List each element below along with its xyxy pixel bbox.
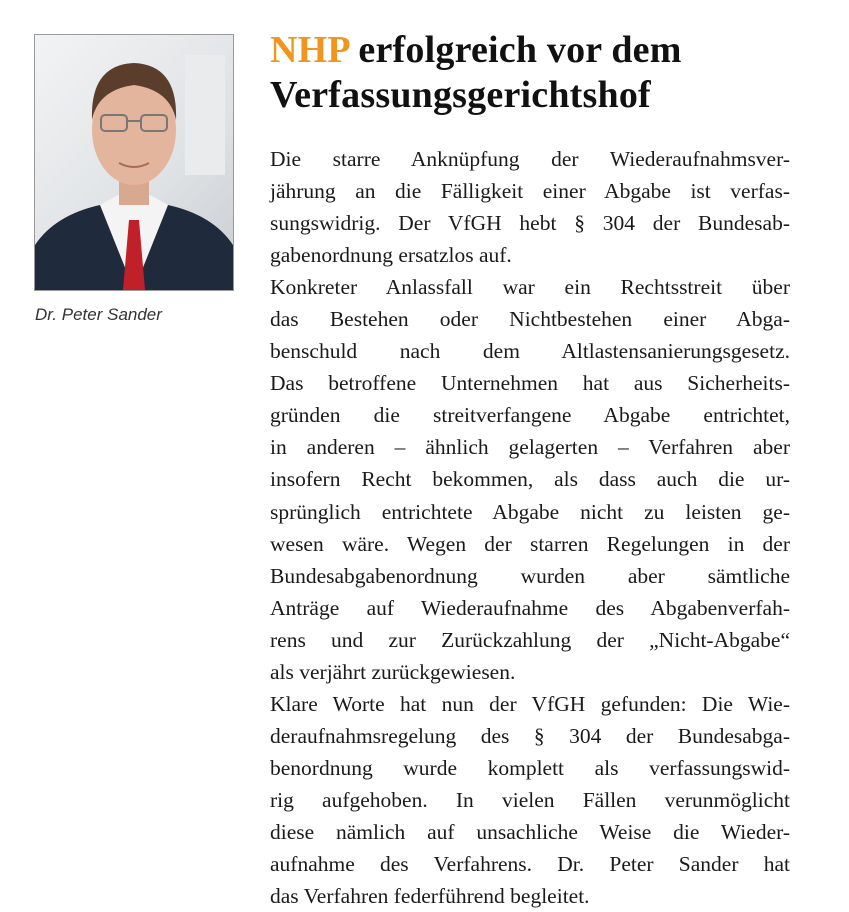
- body-line: das Bestehen oder Nichtbestehen einer Abga-: [270, 307, 790, 332]
- article-body: [270, 143, 790, 912]
- body-line: Bundesabgabenordnung wurden aber sämtliche: [270, 563, 790, 588]
- body-line: als verjährt zurückgewiesen.: [270, 659, 516, 684]
- body-line: gabenordnung ersatzlos auf.: [270, 243, 512, 268]
- article-title: [270, 28, 682, 118]
- title-brand: NHP: [270, 29, 349, 71]
- body-line: jährung an die Fälligkeit einer Abgabe ist verfas-: [270, 179, 790, 204]
- body-line: Das betroffene Unternehmen hat aus Sicherheits-: [270, 371, 790, 396]
- body-line: rens und zur Zurückzahlung der „Nicht-Abgabe“: [270, 627, 790, 652]
- body-line: insofern Recht bekommen, als dass auch die ur-: [270, 467, 790, 492]
- portrait-illustration: [35, 35, 233, 290]
- body-line: sungswidrig. Der VfGH hebt § 304 der Bundesab-: [270, 211, 790, 236]
- body-line: Die starre Anknüpfung der Wiederaufnahmsver-: [270, 147, 790, 171]
- body-line: rig aufgehoben. In vielen Fällen verunmöglicht: [270, 787, 790, 812]
- title-line2: Verfassungsgerichtshof: [270, 74, 651, 116]
- body-line: Klare Worte hat nun der VfGH gefunden: Die Wie-: [270, 691, 790, 716]
- body-line: gründen die streitverfangene Abgabe entrichtet,: [270, 403, 790, 428]
- title-line1: erfolgreich vor dem: [348, 29, 682, 71]
- portrait-photo: [34, 34, 234, 291]
- body-line: benschuld nach dem Altlastensanierungsgesetz.: [270, 339, 790, 364]
- photo-caption: Dr. Peter Sander: [35, 305, 162, 324]
- body-line: in anderen – ähnlich gelagerten – Verfahren aber: [270, 435, 790, 460]
- body-line: diese nämlich auf unsachliche Weise die Wieder-: [270, 819, 790, 844]
- body-line: benordnung wurde komplett als verfassungswid-: [270, 755, 790, 780]
- body-line: deraufnahmsregelung des § 304 der Bundesabga-: [270, 723, 790, 748]
- body-line: aufnahme des Verfahrens. Dr. Peter Sander hat: [270, 852, 790, 877]
- body-line: das Verfahren federführend begleitet.: [270, 884, 590, 909]
- body-line: sprünglich entrichtete Abgabe nicht zu leisten ge-: [270, 499, 790, 524]
- body-line: Konkreter Anlassfall war ein Rechtsstreit über: [270, 275, 790, 300]
- body-line: Anträge auf Wiederaufnahme des Abgabenverfah-: [270, 595, 790, 620]
- body-line: wesen wäre. Wegen der starren Regelungen in der: [270, 531, 790, 556]
